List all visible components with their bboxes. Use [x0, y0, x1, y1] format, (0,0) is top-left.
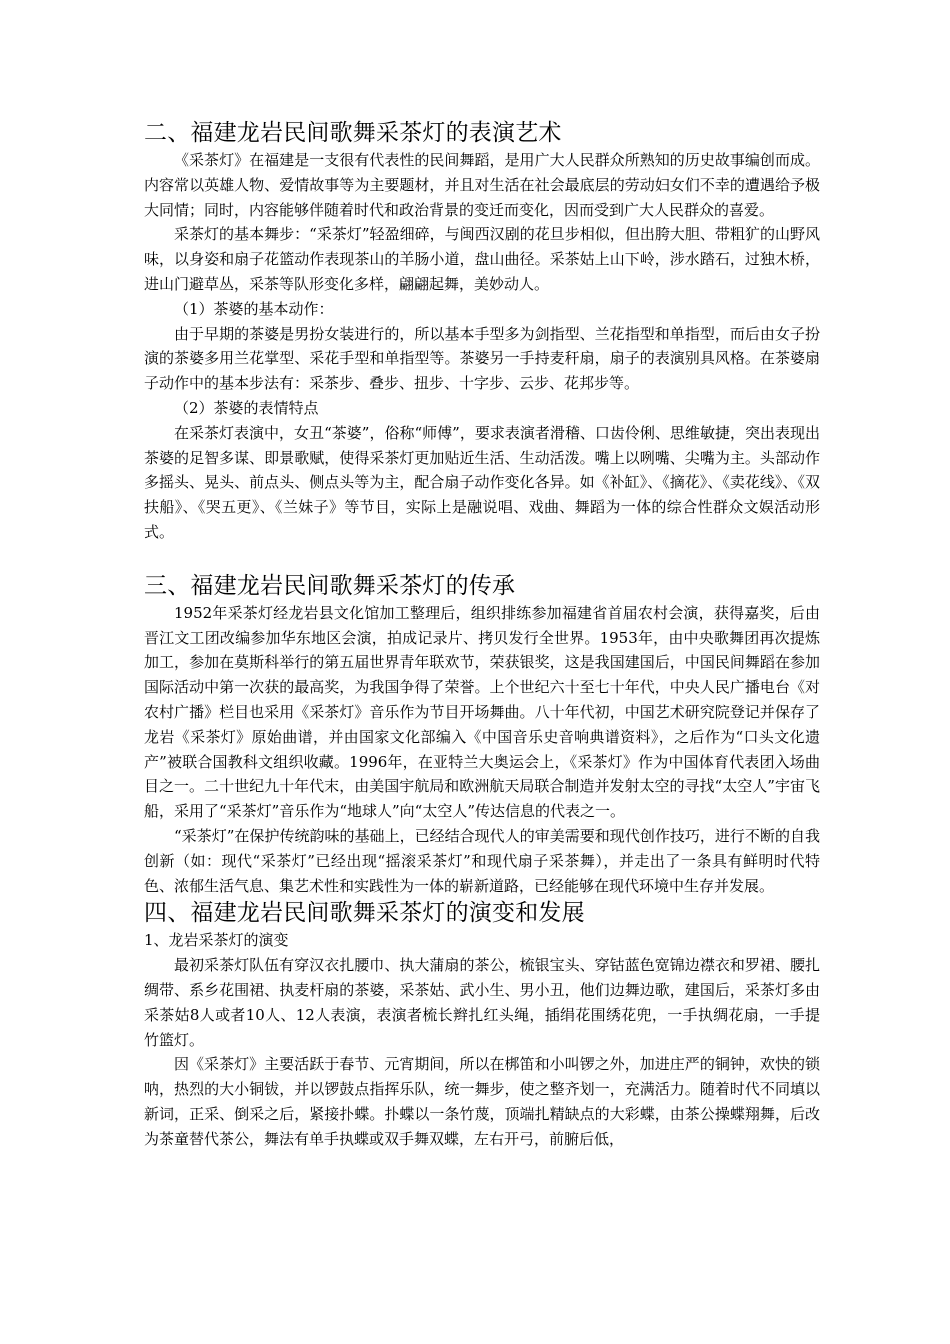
section-2-heading: 二、福建龙岩民间歌舞采茶灯的表演艺术 [144, 120, 562, 146]
section-4-paragraph-music: 因《采茶灯》主要活跃于春节、元宵期间，所以在梆笛和小叫锣之外，加进庄严的铜钟，欢快的锁呐，热烈的大小铜钹，并以锣鼓点指挥乐队，统一舞步，使之整齐划一，充满活力。随着时代不同填以新词，正采、倒采之后，紧接扑蝶。扑蝶以一条竹蔑，顶端扎精缺点的大彩蝶，由茶公操蝶翔舞，后改为茶童替代茶公，舞法有单手执蝶或双手舞双蝶，左右开弓，前腑后低， [144, 1055, 820, 1148]
section-2-paragraph-actions: 由于早期的茶婆是男扮女装进行的，所以基本手型多为剑指型、兰花指型和单指型，而后由女子扮演的茶婆多用兰花掌型、采花手型和单指型等。茶婆另一手持麦秆扇，扇子的表演别具风格。在茶婆扇子动作中的基本步法有：采茶步、叠步、扭步、十字步、云步、花邦步等。 [144, 324, 820, 393]
section-3-paragraph-history: 1952年采茶灯经龙岩县文化馆加工整理后，组织排练参加福建省首届农村会演，获得嘉奖，后由晋江文工团改编参加华东地区会演，拍成记录片、拷贝发行全世界。1953年，由中央歌舞团再次提炼加工，参加在莫斯科举行的第五届世界青年联欢节，荣获银奖，这是我国建国后，中国民间舞蹈在参加国际活动中第一次获的最高奖，为我国争得了荣誉。上个世纪六十至七十年代，中央人民广播电台《对农村广播》栏目也采用《采茶灯》音乐作为节目开场舞曲。八十年代初，中国艺术研究院登记并保存了龙岩《采茶灯》原始曲谱，并由国家文化部编入《中国音乐史音响典谱资料》，之后作为“口头文化遗产”被联合国教科文组织收藏。1996年，在亚特兰大奥运会上，《采茶灯》作为中国体育代表团入场曲目之一。二十世纪九十年代末，由美国宇航局和欧洲航天局联合制造并发射太空的寻找“太空人”宇宙飞船，采用了“采茶灯”音乐作为“地球人”向“太空人”传达信息的代表之一。 [144, 603, 820, 821]
document-page [144, 118, 820, 1151]
section-2-paragraph-intro: 《采茶灯》在福建是一支很有代表性的民间舞蹈，是用广大人民群众所熟知的历史故事编创而成。内容常以英雄人物、爱情故事等为主要题材，并且对生活在社会最底层的劳动妇女们不幸的遭遇给予极大同情；同时，内容能够伴随着时代和政治背景的变迁而变化，因而受到广大人民群众的喜爱。 [144, 151, 820, 219]
section-3-paragraph-innovation: “采茶灯”在保护传统韵味的基础上，已经结合现代人的审美需要和现代创作技巧，进行不断的自我创新（如：现代“采茶灯”已经出现“摇滚采茶灯”和现代扇子采茶舞），并走出了一条具有鲜明时代特色、浓郁生活气息、集艺术性和实践性为一体的崭新道路，已经能够在现代环境中生存并发展。 [144, 826, 820, 895]
section-2-subheading-1: （1）茶婆的基本动作： [174, 299, 334, 318]
section-2-subheading-2: （2）茶婆的表情特点 [174, 398, 319, 417]
section-3-heading: 三、福建龙岩民间歌舞采茶灯的传承 [144, 572, 516, 599]
section-4-heading: 四、福建龙岩民间歌舞采茶灯的演变和发展 [144, 900, 585, 927]
section-2-paragraph-steps: 采茶灯的基本舞步：“采茶灯”轻盈细碎，与闽西汉剧的花旦步相似，但出胯大胆、带粗犷的山野风味，以身姿和扇子花篮动作表现茶山的羊肠小道，盘山曲径。采茶姑上山下岭，涉水踏石，过独木桥，进山门避草丛，采茶等队形变化多样，翩翩起舞，美妙动人。 [144, 225, 820, 293]
section-2-paragraph-expression: 在采茶灯表演中，女丑“茶婆”，俗称“师傅”，要求表演者滑稽、口齿伶俐、思维敏捷，突出表现出茶婆的足智多谋、即景歌赋，使得采茶灯更加贴近生活、生动活泼。嘴上以咧嘴、尖嘴为主。头部动作多摇头、晃头、前点头、侧点头等为主，配合扇子动作变化各异。如《补缸》、《摘花》、《卖花线》、《双扶船》、《哭五更》、《兰妹子》等节目，实际上是融说唱、戏曲、舞蹈为一体的综合性群众文娱活动形式。 [144, 423, 820, 541]
section-4-paragraph-early-troupe: 最初采茶灯队伍有穿汉衣扎腰巾、执大蒲扇的茶公，梳银宝头、穿钴蓝色宽锦边襟衣和罗裙、腰扎绸带、系乡花围裙、执麦杆扇的茶婆，采茶姑、武小生、男小丑，他们边舞边歌，建国后，采茶灯多由采茶姑8人或者10人、12人表演，表演者梳长辫扎红头绳，插绢花围绣花兜，一手执绸花扇，一手提竹篮灯。 [144, 956, 820, 1049]
section-4-subheading-1: 1、龙岩采茶灯的演变 [144, 931, 289, 950]
